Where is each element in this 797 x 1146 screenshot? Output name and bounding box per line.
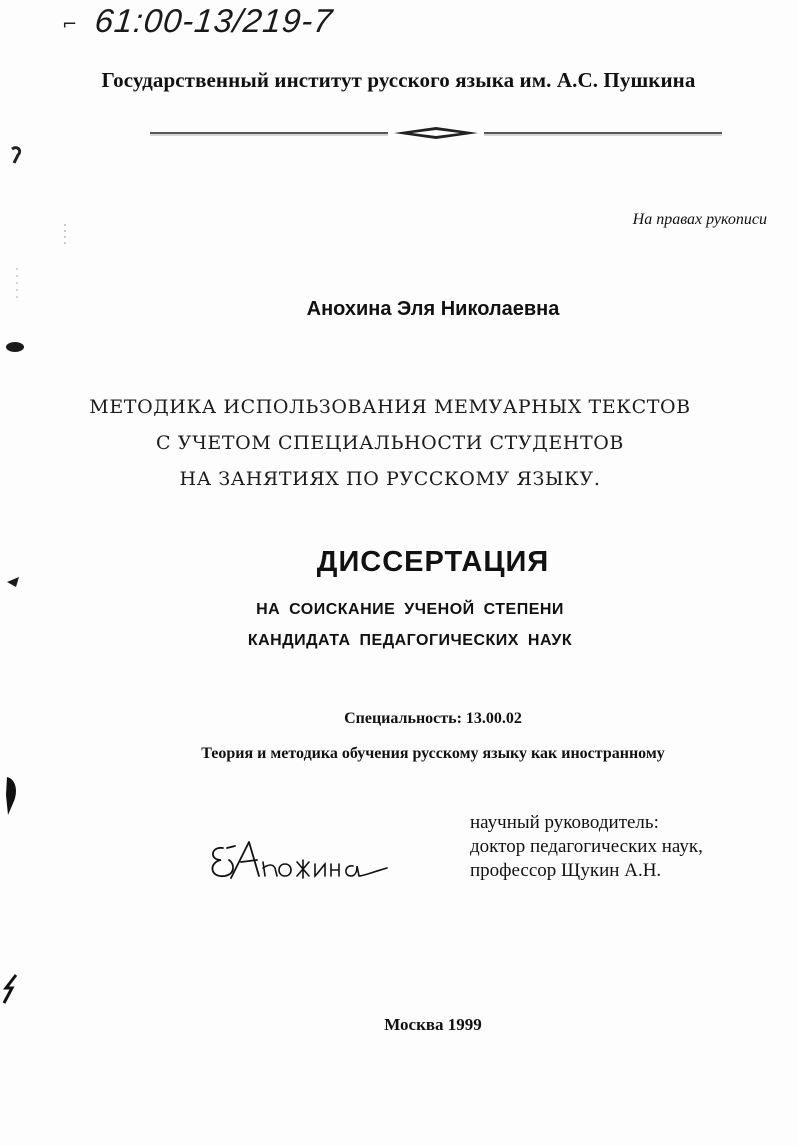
margin-scan-mark (4, 338, 26, 356)
institute-name: Государственный институт русского языка им. А.С. Пушкина (101, 68, 696, 92)
margin-scan-mark (14, 268, 20, 298)
margin-scan-mark (4, 573, 22, 591)
ornamental-divider (150, 123, 722, 143)
catalog-number: 61:00-13/219-7 (93, 2, 335, 39)
specialty-code: Специальность: 13.00.02 (344, 710, 522, 727)
margin-scan-mark (6, 143, 26, 167)
author-name: Анохина Эля Николаевна (306, 298, 560, 320)
city-year: Москва 1999 (384, 1015, 482, 1034)
degree-line-1: НА СОИСКАНИЕ УЧЕНОЙ СТЕПЕНИ (256, 601, 564, 618)
supervisor-line-2: доктор педагогических наук, (470, 836, 703, 857)
author-signature (205, 826, 390, 888)
degree-line-2: КАНДИДАТА ПЕДАГОГИЧЕСКИХ НАУК (247, 632, 573, 649)
scan-corner-mark: ⌐ (62, 14, 78, 35)
work-type-heading: ДИССЕРТАЦИЯ (316, 546, 550, 578)
supervisor-line-1: научный руководитель: (470, 812, 659, 833)
margin-scan-mark (2, 775, 20, 819)
margin-scan-mark (0, 972, 22, 1006)
rights-note: На правах рукописи (632, 211, 767, 228)
title-line-1: МЕТОДИКА ИСПОЛЬЗОВАНИЯ МЕМУАРНЫХ ТЕКСТОВ (89, 396, 691, 418)
margin-scan-mark (62, 224, 68, 244)
supervisor-line-3: профессор Щукин А.Н. (470, 860, 662, 881)
title-line-3: НА ЗАНЯТИЯХ ПО РУССКОМУ ЯЗЫКУ. (179, 468, 601, 490)
specialty-name: Теория и методика обучения русскому языку как иностранному (201, 745, 665, 762)
title-line-2: С УЧЕТОМ СПЕЦИАЛЬНОСТИ СТУДЕНТОВ (156, 432, 624, 454)
